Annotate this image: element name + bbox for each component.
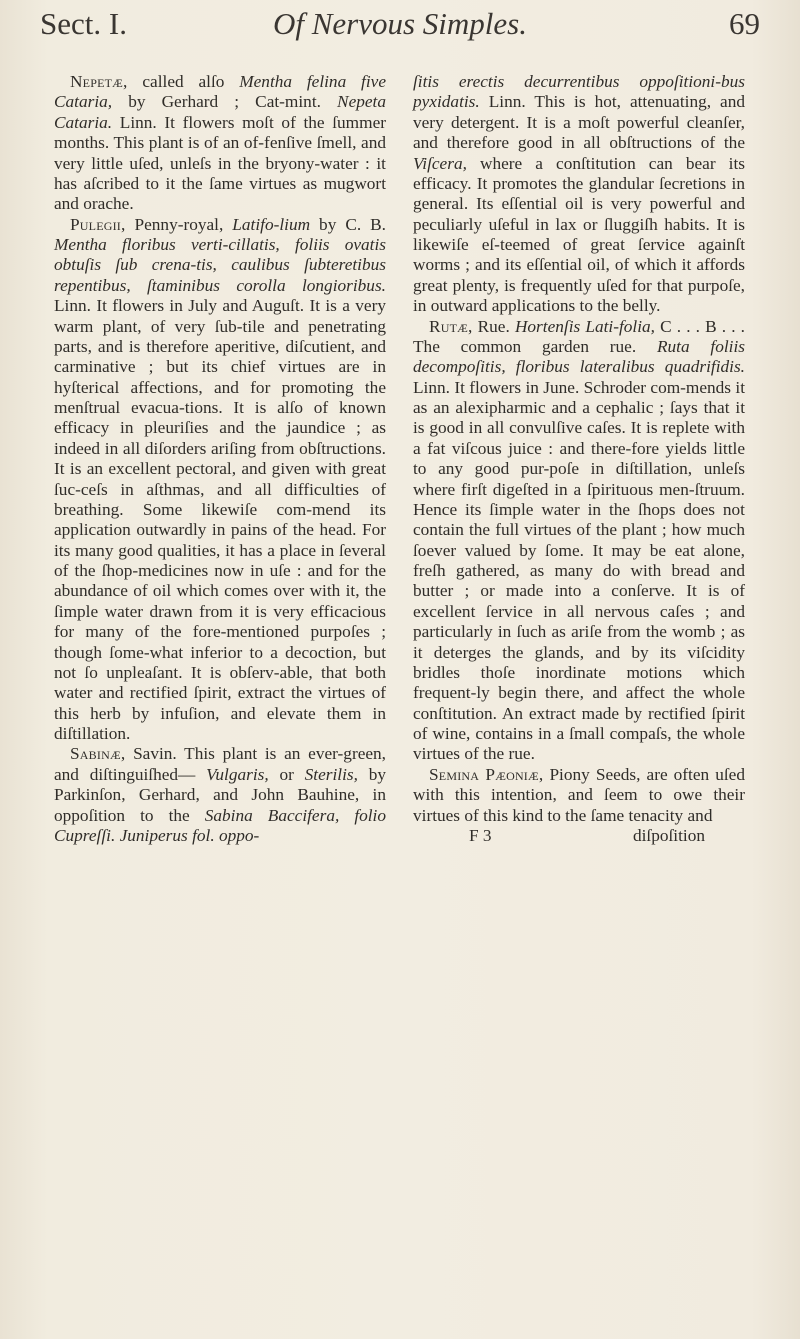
entry-nepeta: Nepetæ, called alſo Mentha felina five Cataria, by Gerhard ; Cat-mint. Nepeta Cataria. Linn. It flowers moſt of the ſummer months. This plant is of an of-fenſive ſmell, and very little uſed, unleſs in the bryony-water : it has aſcribed to it the ſame virtues as mugwort and orache.: [54, 72, 386, 214]
chapter-title: Of Nervous Simples.: [272, 6, 527, 41]
running-head: [40, 6, 760, 52]
entry-headword: Rutæ,: [429, 316, 473, 336]
entry-sabina: Sabinæ, Savin. This plant is an ever-green, and diſtinguiſhed— Vulgaris, or Sterilis, by Parkinſon, Gerhard, and John Bauhine, in oppoſition to the Sabina Baccifera, folio Cupreſſi. Juniperus fol. oppo-: [54, 744, 386, 845]
entry-pulegium: Pulegii, Penny-royal, Latifo-lium by C. B. Mentha floribus verti-cillatis, foliis ovatis obtuſis ſub crena-tis, caulibus ſubteretibus repentibus, ſtaminibus corolla longioribus. Linn. It flowers in July and Auguſt. It is a very warm plant, of very ſub-tile and penetrating parts, and is therefore aperitive, diſcutient, and carminative ; but its chief virtues are in hyſterical affections, and for promoting the menſtrual evacua-tions. It is alſo of known efficacy in pleuriſies and the jaundice ; as indeed in all diſorders ariſing from obſtructions. It is an excellent pectoral, and given with great ſuc-ceſs in aſthmas, and all difficulties of breathing. Some likewiſe com-mend its application outwardly in pains of the head. For its many good qualities, it has a place in ſeveral of the ſhop-medicines now in uſe : and for the abundance of oil which comes over with it, the ſimple water drawn from it is very efficacious for many of the fore-mentioned purpoſes ; though ſome-what inferior to a decoction, but not ſo unpleaſant. It is obſerv-able, that both water and rectified ſpirit, extract the virtues of this herb by infuſion, and elevate them in diſtillation.: [54, 214, 387, 743]
catchword: diſpoſition: [632, 825, 705, 845]
section-number: Sect. I.: [40, 6, 127, 41]
signature-line: [413, 826, 745, 846]
entry-headword: Nepetæ,: [70, 72, 128, 91]
entry-sabina-continued: ſitis erectis decurrentibus oppoſitioni-bus pyxidatis. Linn. This is hot, attenuating, and very detergent. It is a moſt powerful cleanſer, and therefore good in all obſtructions of the Viſcera, where a conſtitution can bear its efficacy. It promotes the glandular ſecretions in general. Its eſſential oil is very powerful and peculiarly uſeful in lax or ſluggiſh habits. It is likewiſe eſ-teemed of great ſervice againſt worms ; and its eſſential oil, of which it affords great plenty, is frequently uſed for that purpoſe, in outward applications to the belly.: [413, 72, 745, 316]
right-column: [413, 72, 745, 846]
left-column: [54, 72, 386, 846]
page-number: 69: [729, 6, 760, 41]
signature-mark: F 3: [469, 825, 492, 845]
entry-headword: Pulegii,: [70, 214, 126, 234]
entry-ruta: Rutæ, Rue. Hortenſis Lati-folia, C . . . B . . . The common garden rue. Ruta foliis decompoſitis, floribus lateralibus quadrifidis. Linn. It flowers in June. Schroder com-mends it as an alexipharmic and a cephalic ; ſays that it is good in all convulſive caſes. It is replete with a fat viſcous juice : and there-fore yields little to any good pur-poſe in diſtillation, unleſs where firſt digeſted in a ſpirituous men-ſtruum. Hence its ſimple water in the ſhops does not contain the full virtues of the plant ; how much ſoever valued by ſome. It may be eat alone, freſh gathered, as many do with bread and butter ; or made into a conſerve. It is of excellent ſervice in all nervous caſes ; and particularly in ſuch as ariſe from the womb ; as it deterges the glands, and by its viſcidity bridles thoſe inordinate motions which frequent-ly begin there, and affect the whole conſtitution. An extract made by rectified ſpirit of wine, contains in a ſmall compaſs, the whole virtues of the rue.: [413, 316, 746, 764]
entry-paeonia: Semina Pæoniæ, Piony Seeds, are often uſed with this intention, and ſeem to owe their virtues of this kind to the ſame tenacity and: [413, 764, 745, 825]
entry-headword: Semina Pæoniæ,: [429, 764, 544, 784]
entry-headword: Sabinæ,: [70, 744, 126, 764]
